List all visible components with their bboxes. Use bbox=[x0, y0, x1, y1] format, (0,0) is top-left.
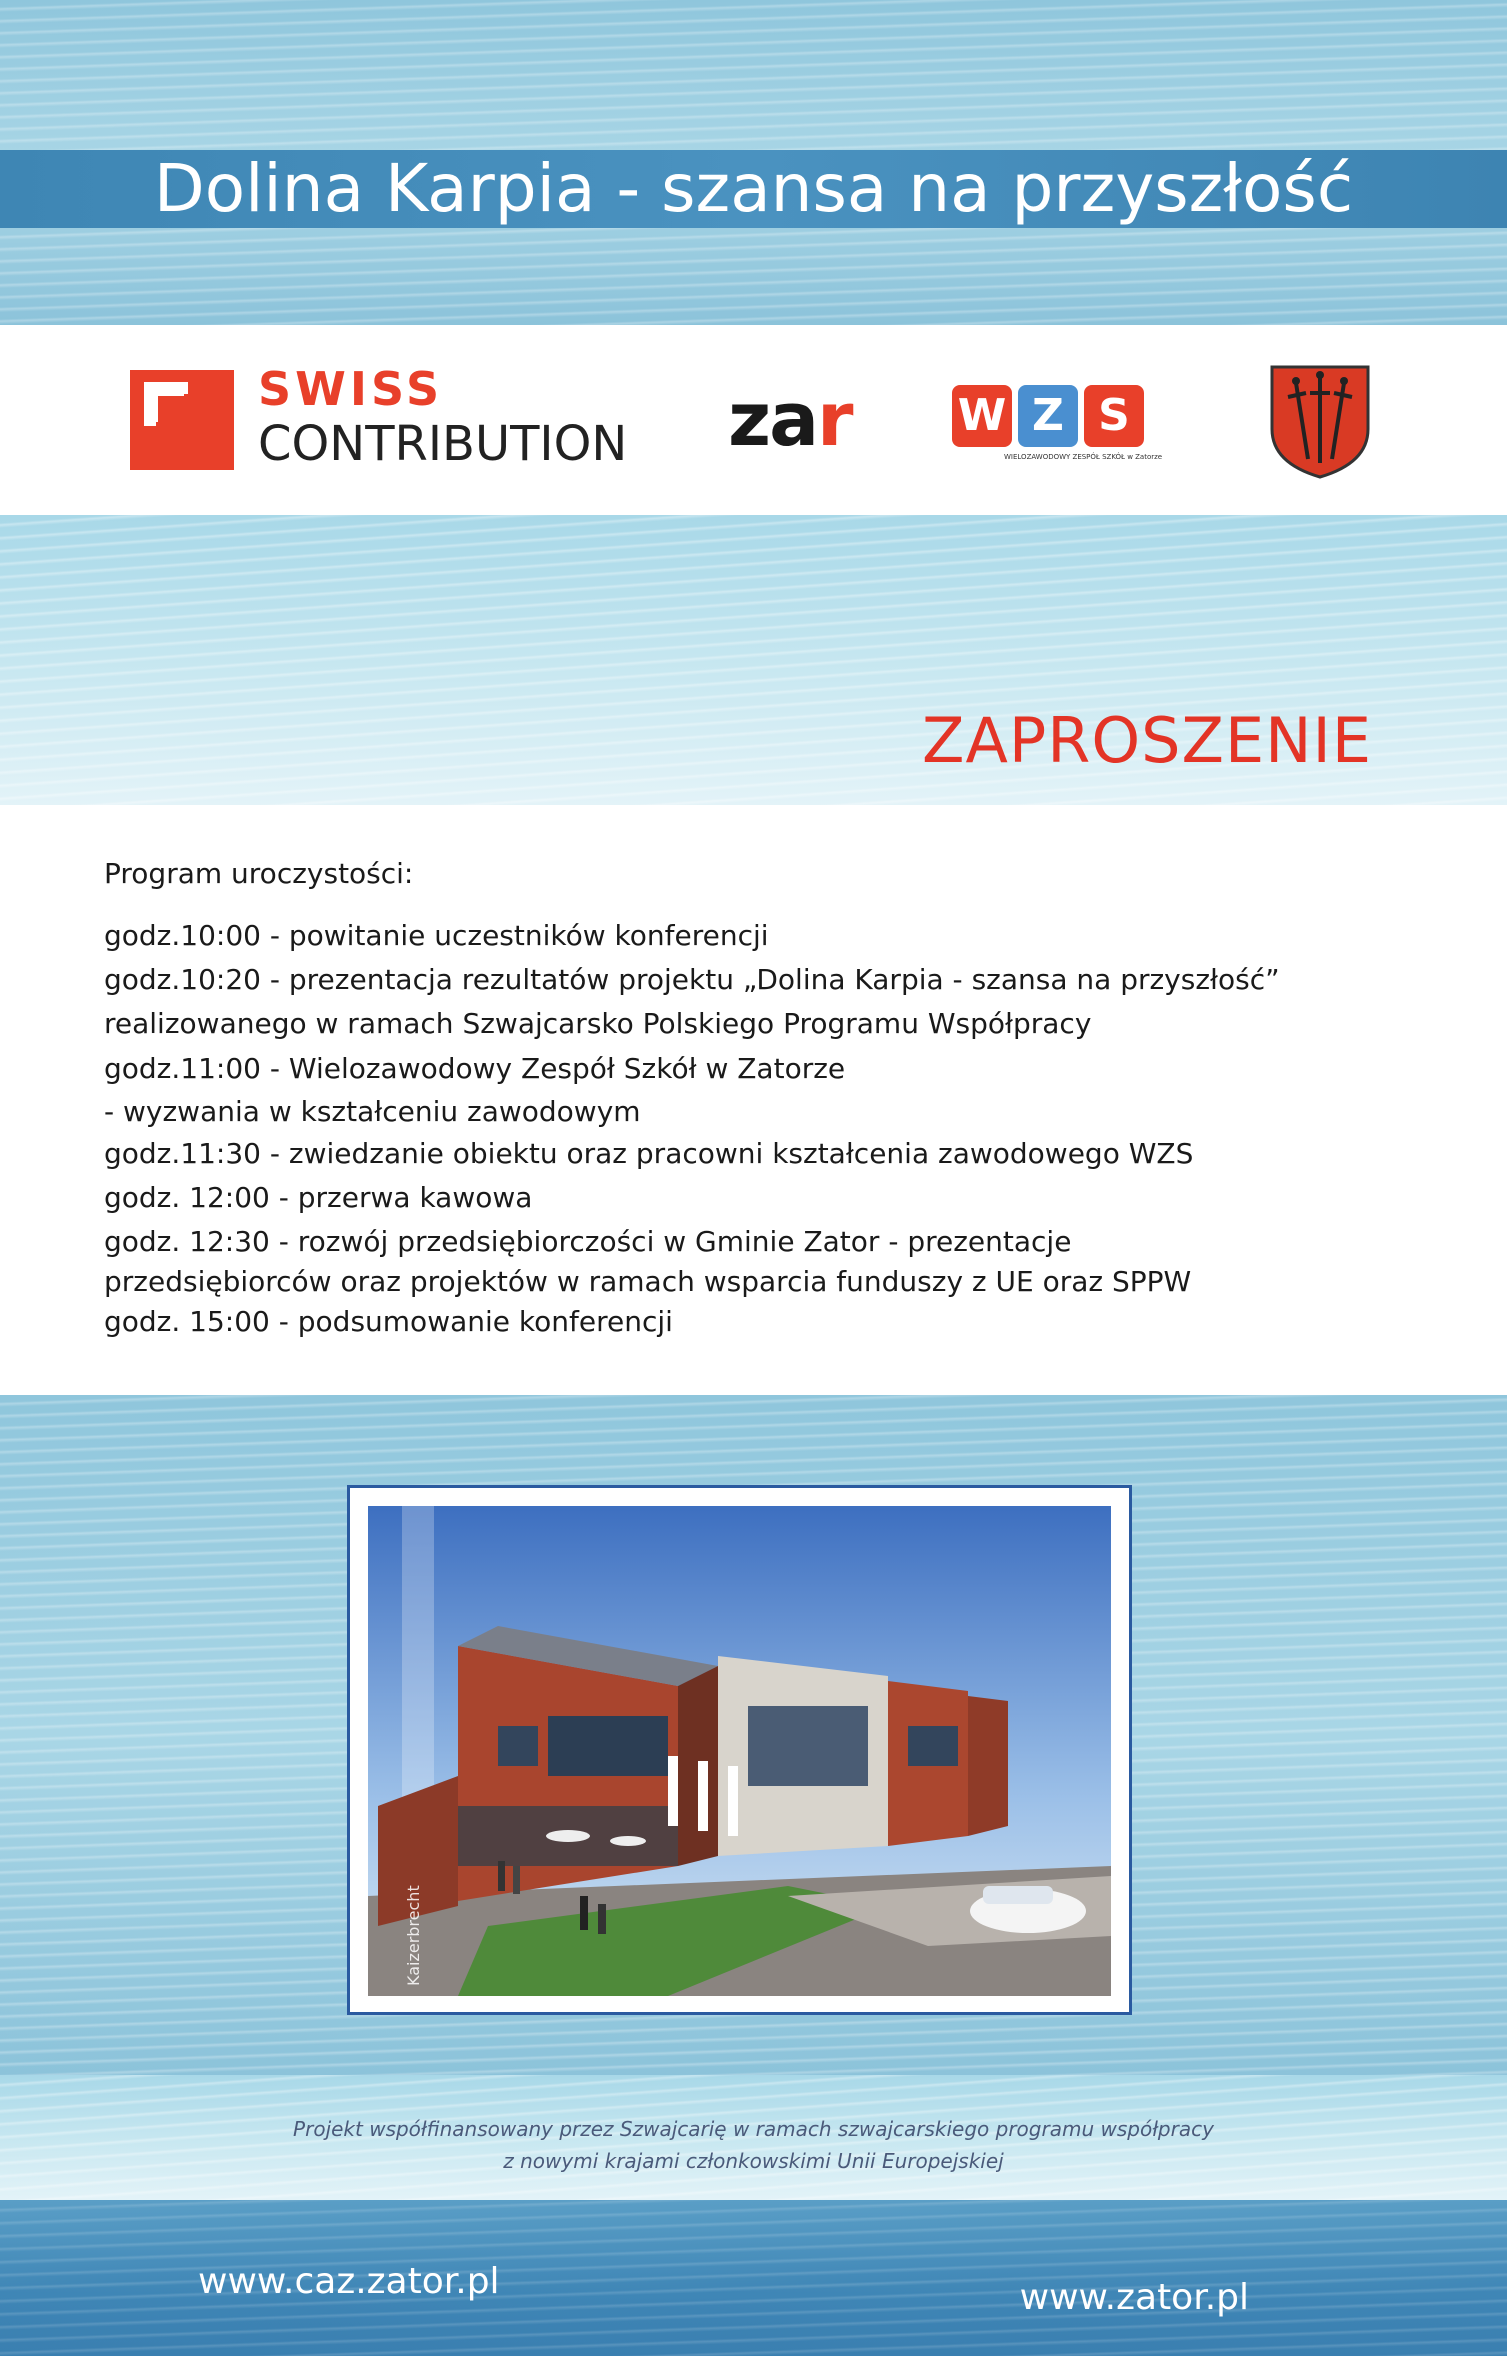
wzs-letter-w: W bbox=[952, 385, 1012, 447]
program-section bbox=[0, 805, 1507, 1395]
cofinancing-note-line1: Projekt współfinansowany przez Szwajcarię w ramach szwajcarskiego programu współpracy bbox=[293, 2117, 1214, 2141]
program-line: godz.10:20 - prezentacja rezultatów projektu „Dolina Karpia - szansa na przyszłość” bbox=[104, 963, 1280, 996]
program-line: godz.11:00 - Wielozawodowy Zespół Szkół w Zatorze bbox=[104, 1052, 846, 1085]
program-line: - wyzwania w kształceniu zawodowym bbox=[104, 1095, 641, 1128]
wzs-subtitle: WIELOZAWODOWY ZESPÓŁ SZKÓŁ w Zatorze bbox=[1004, 453, 1163, 461]
wzs-logo bbox=[952, 385, 1163, 485]
wzs-letter-z: Z bbox=[1018, 385, 1078, 447]
page-title: Dolina Karpia - szansa na przyszłość bbox=[153, 150, 1354, 227]
footer-band bbox=[0, 2200, 1507, 2356]
zar-logo: zar bbox=[728, 377, 852, 463]
invitation-heading: ZAPROSZENIE bbox=[922, 704, 1372, 777]
swiss-contribution-logo-icon bbox=[130, 370, 234, 470]
cofinancing-note-line2: z nowymi krajami członkowskimi Unii Europejskiej bbox=[503, 2149, 1004, 2173]
zator-coat-of-arms-icon bbox=[1268, 363, 1372, 479]
program-line: godz.11:30 - zwiedzanie obiektu oraz pracowni kształcenia zawodowego WZS bbox=[104, 1137, 1194, 1170]
program-line: przedsiębiorców oraz projektów w ramach wsparcia funduszy z UE oraz SPPW bbox=[104, 1265, 1192, 1298]
photo-band bbox=[0, 1395, 1507, 2075]
footer-note-band bbox=[0, 2075, 1507, 2200]
swiss-logo-text: SWISS bbox=[258, 362, 444, 416]
cofinancing-note bbox=[0, 2113, 1507, 2177]
invitation-band bbox=[0, 515, 1507, 805]
program-intro: Program uroczystości: bbox=[104, 857, 414, 890]
building-photo-frame bbox=[347, 1485, 1132, 2015]
contribution-logo-text: CONTRIBUTION bbox=[258, 416, 628, 472]
header-band bbox=[0, 0, 1507, 325]
building-photo bbox=[368, 1506, 1111, 1996]
zator-website-link[interactable]: www.zator.pl bbox=[1019, 2277, 1249, 2318]
photo-watermark: Kaizerbrecht bbox=[404, 1885, 423, 1986]
program-line: godz. 12:00 - przerwa kawowa bbox=[104, 1181, 533, 1214]
program-line: godz. 12:30 - rozwój przedsiębiorczości w Gminie Zator - prezentacje bbox=[104, 1225, 1072, 1258]
logo-strip bbox=[0, 325, 1507, 515]
program-line: realizowanego w ramach Szwajcarsko Polskiego Programu Współpracy bbox=[104, 1007, 1092, 1040]
program-line: godz.10:00 - powitanie uczestników konferencji bbox=[104, 919, 769, 952]
program-line: godz. 15:00 - podsumowanie konferencji bbox=[104, 1305, 673, 1338]
caz-website-link[interactable]: www.caz.zator.pl bbox=[198, 2261, 500, 2302]
wzs-letter-s: S bbox=[1084, 385, 1144, 447]
